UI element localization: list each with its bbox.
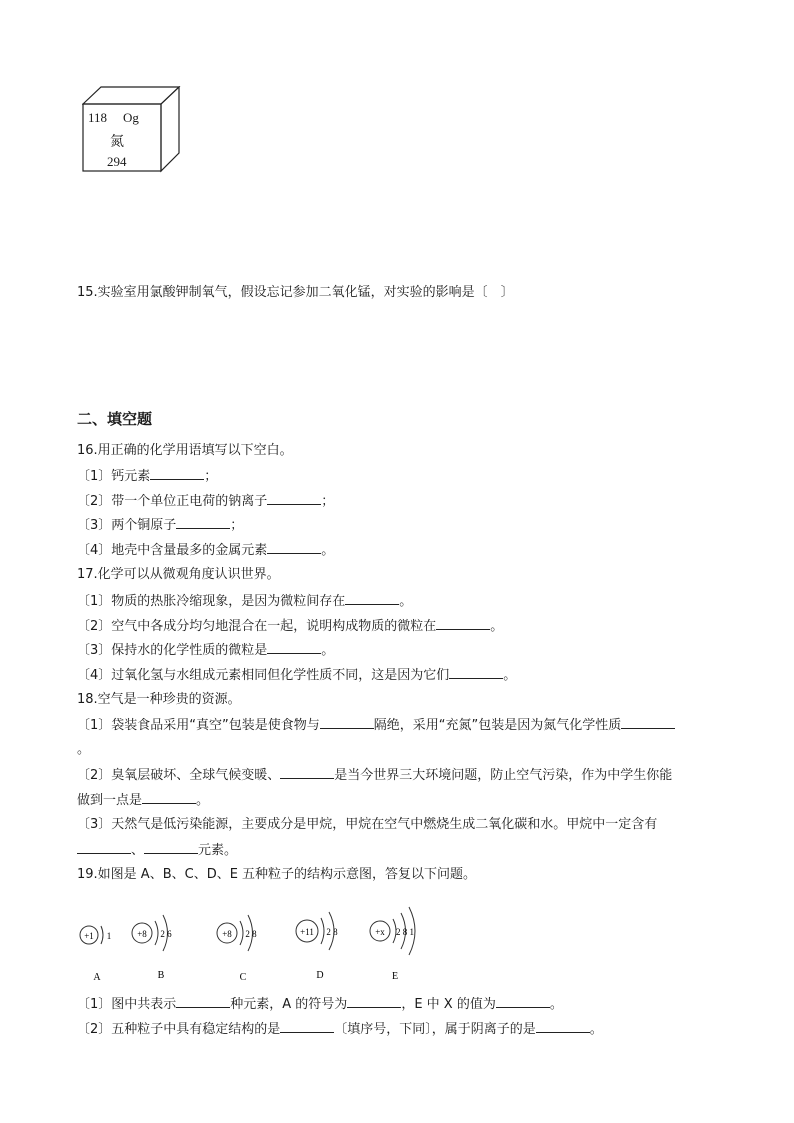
atom-b-nucleus: +8: [137, 929, 147, 939]
item-text: 〔2〕臭氧层破坏、全球气候变暖、: [77, 768, 281, 783]
element-name: 氮: [110, 134, 124, 150]
atom-e-electrons: 2 8 1: [396, 927, 414, 937]
answer-blank[interactable]: [150, 467, 204, 480]
item-prefix: 〔4〕地壳中含量最多的金属元素: [77, 543, 268, 558]
atom-e: [370, 907, 415, 955]
atom-a-label: A: [93, 972, 101, 983]
answer-blank[interactable]: [621, 716, 675, 729]
element-card-cube: [82, 86, 182, 174]
question-16-item-3: [77, 516, 243, 535]
atom-d-label: D: [316, 970, 324, 981]
item-text: 〔2〕五种粒子中具有稳定结构的是: [77, 1022, 281, 1037]
item-text: 。: [196, 793, 210, 808]
question-18-item-2-cont: [77, 791, 209, 810]
question-17-item-1: [77, 592, 412, 611]
answer-blank[interactable]: [280, 1020, 334, 1033]
answer-blank[interactable]: [347, 995, 401, 1008]
element-atomic-number: 118: [88, 110, 108, 125]
question-19-item-2: [77, 1020, 603, 1039]
question-18-item-1: [77, 716, 675, 735]
atom-structure-diagrams: [75, 895, 455, 985]
question-18-item-3-cont: [77, 841, 237, 860]
item-suffix: ；: [230, 518, 244, 533]
question-19-item-1: [77, 995, 563, 1014]
item-text: 种元素，A 的符号为: [230, 997, 348, 1012]
item-suffix: 。: [321, 543, 335, 558]
atom-c-nucleus: +8: [222, 929, 232, 939]
question-16-item-1: [77, 467, 217, 486]
atom-b-electrons: 2 6: [160, 929, 172, 939]
item-suffix: 。: [503, 668, 517, 683]
answer-blank[interactable]: [320, 716, 374, 729]
section-title-fill-in: 二、填空题: [77, 410, 153, 428]
question-17-item-2: [77, 617, 503, 636]
item-text: ，E 中 X 的值为: [401, 997, 496, 1012]
item-text: 、: [131, 843, 145, 858]
question-17-stem: 17.化学可以从微观角度认识世界。: [77, 567, 280, 582]
question-15: 15.实验室用氯酸钾制氧气，假设忘记参加二氧化锰，对实验的影响是〔 〕: [77, 285, 514, 300]
item-text: 〔填序号，下同〕，属于阴离子的是: [334, 1022, 536, 1037]
item-text: 。: [589, 1022, 603, 1037]
atom-d-electrons: 2 8: [326, 927, 338, 937]
item-text: 做到一点是: [77, 793, 143, 808]
answer-blank[interactable]: [536, 1020, 590, 1033]
item-suffix: 。: [490, 619, 504, 634]
question-18-item-3: 〔3〕天然气是低污染能源，主要成分是甲烷，甲烷在空气中燃烧生成二氧化碳和水。甲烷中一定含有: [77, 817, 658, 832]
element-atomic-mass: 294: [107, 154, 127, 169]
answer-blank[interactable]: [267, 641, 321, 654]
answer-blank[interactable]: [142, 791, 196, 804]
question-18-stem: 18.空气是一种珍贵的资源。: [77, 692, 241, 707]
item-prefix: 〔1〕物质的热胀冷缩现象，是因为微粒间存在: [77, 594, 346, 609]
answer-blank[interactable]: [496, 995, 550, 1008]
answer-blank[interactable]: [144, 841, 198, 854]
item-prefix: 〔4〕过氧化氢与水组成元素相同但化学性质不同，这是因为它们: [77, 668, 450, 683]
item-suffix: ；: [321, 494, 335, 509]
element-card: [82, 86, 182, 174]
question-16-item-4: [77, 541, 334, 560]
question-17-item-4: [77, 666, 516, 685]
atom-b: [132, 915, 172, 951]
question-16-item-2: [77, 492, 334, 511]
atom-e-label: E: [391, 971, 399, 982]
element-symbol: Og: [123, 110, 139, 125]
answer-blank[interactable]: [436, 617, 490, 630]
question-16-stem: 16.用正确的化学用语填写以下空白。: [77, 443, 293, 458]
atom-c: [217, 915, 257, 951]
item-prefix: 〔1〕钙元素: [77, 469, 151, 484]
item-prefix: 〔3〕保持水的化学性质的微粒是: [77, 643, 268, 658]
answer-blank[interactable]: [345, 592, 399, 605]
question-18-item-1-end: 。: [77, 742, 91, 757]
answer-blank[interactable]: [176, 516, 230, 529]
atom-b-label: B: [157, 970, 165, 981]
answer-blank[interactable]: [267, 541, 321, 554]
atom-d-nucleus: +11: [300, 927, 314, 937]
answer-blank[interactable]: [77, 841, 131, 854]
answer-blank[interactable]: [176, 995, 230, 1008]
atom-c-electrons: 2 8: [245, 929, 257, 939]
question-18-item-2: [77, 766, 672, 785]
answer-blank[interactable]: [449, 666, 503, 679]
item-prefix: 〔3〕两个铜原子: [77, 518, 177, 533]
atom-e-nucleus: +x: [375, 927, 385, 937]
item-text: 元素。: [198, 843, 238, 858]
atom-a: [80, 926, 111, 944]
atom-c-label: C: [239, 972, 247, 983]
answer-blank[interactable]: [267, 492, 321, 505]
item-text: 〔1〕图中共表示: [77, 997, 177, 1012]
atom-a-electrons: 1: [106, 931, 112, 941]
question-17-item-3: [77, 641, 334, 660]
atom-d: [296, 912, 338, 950]
item-prefix: 〔2〕带一个单位正电荷的钠离子: [77, 494, 268, 509]
atom-diagrams-svg: [75, 895, 455, 985]
atom-a-nucleus: +1: [84, 931, 94, 941]
question-19-stem: 19.如图是 A、B、C、D、E 五种粒子的结构示意图，答复以下问题。: [77, 867, 477, 882]
item-suffix: 。: [399, 594, 413, 609]
item-text: 。: [549, 997, 563, 1012]
item-text: 〔1〕袋装食品采用“真空”包装是使食物与: [77, 718, 320, 733]
item-text: 是当今世界三大环境问题，防止空气污染，作为中学生你能: [334, 768, 673, 783]
item-prefix: 〔2〕空气中各成分均匀地混合在一起，说明构成物质的微粒在: [77, 619, 437, 634]
item-suffix: ；: [204, 469, 218, 484]
item-text: 隔绝，采用“充氮”包装是因为氮气化学性质: [373, 718, 622, 733]
item-suffix: 。: [321, 643, 335, 658]
answer-blank[interactable]: [280, 766, 334, 779]
